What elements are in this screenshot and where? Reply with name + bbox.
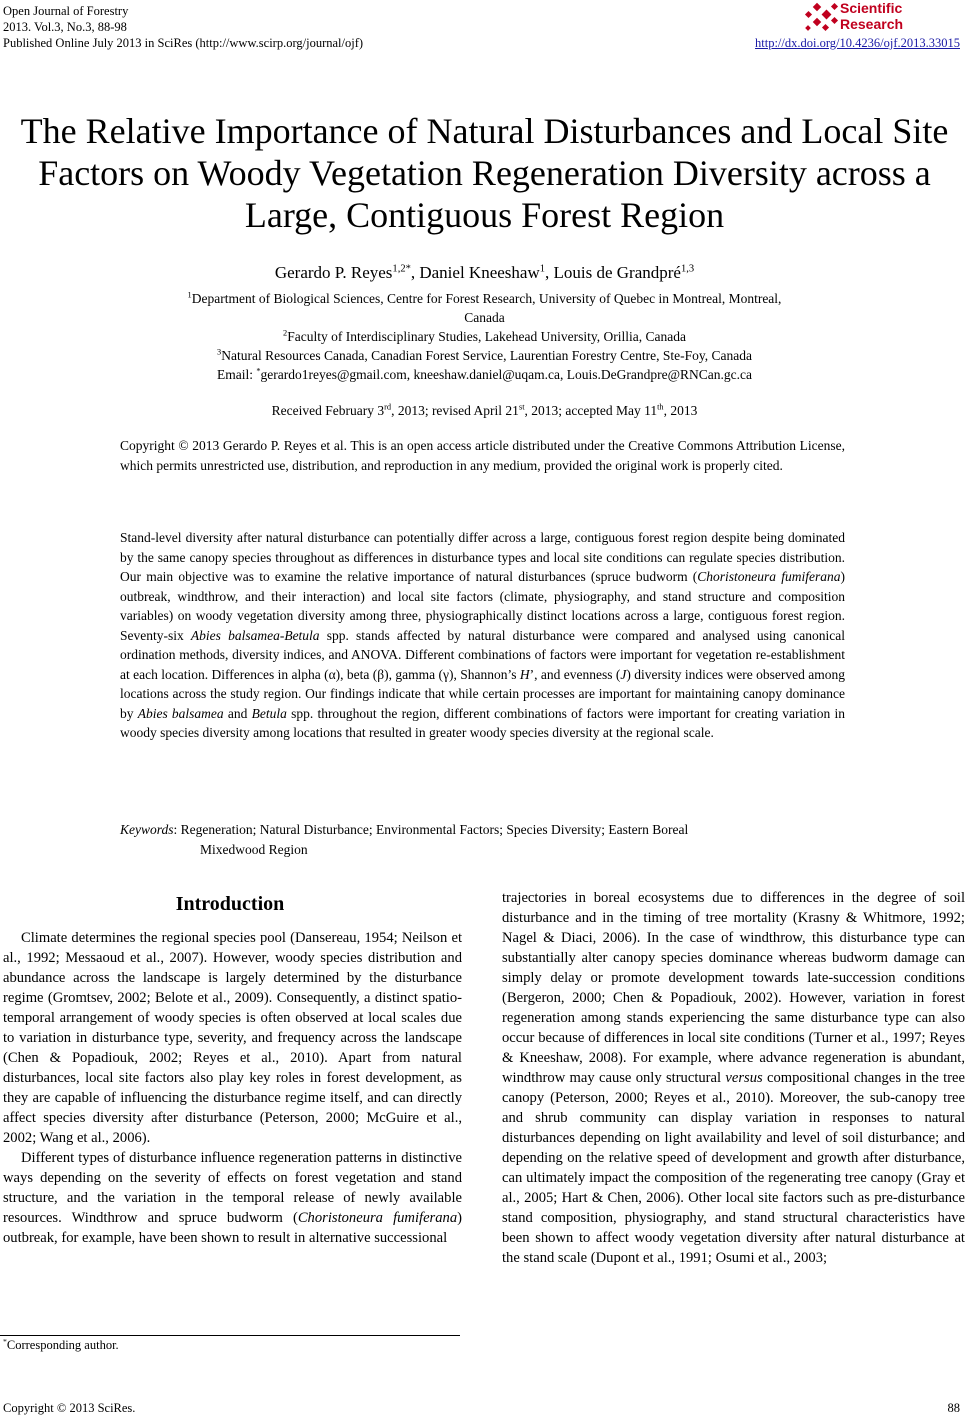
- affiliation-1-cont: Canada: [464, 310, 505, 325]
- affiliation-1: [0, 289, 969, 308]
- footnote-rule: [0, 1335, 460, 1336]
- keywords-label: Keywords: [120, 822, 174, 837]
- affiliation-1-sup: 1: [187, 290, 192, 300]
- email-star: *: [256, 366, 261, 376]
- affiliation-2-sup: 2: [283, 328, 288, 338]
- logo-line-1: Scientific: [840, 0, 903, 16]
- keywords-line-1: Regeneration; Natural Disturbance; Environmental Factors; Species Diversity; Eastern Boreal: [180, 822, 689, 837]
- accepted-sup: th: [657, 402, 664, 412]
- author-2-sup: 1: [539, 263, 545, 275]
- keywords: Keywords: Regeneration; Natural Disturbance; Environmental Factors; Species Diversity; Eastern Boreal Mixedwood Region: [120, 820, 845, 860]
- footnote: *Corresponding author.: [3, 1336, 119, 1352]
- affiliation-3-sup: 3: [217, 347, 222, 357]
- accepted-year: , 2013: [663, 403, 698, 418]
- logo-dots-icon: [800, 0, 840, 34]
- intro-paragraph-2-cont: trajectories in boreal ecosystems due to differences in the degree of soil disturbance and in the timing of tree mortality (Krasny & Whitmore, 1992; Nagel & Diaci, 2006). In the case of windthrow, this disturbance type can substantially alter canopy species dominance whereas budworm damage can simply delay or promote development towards late-succession conditions (Bergeron, 2000; Chen & Popadiouk, 2002). However, variation in forest regeneration among stands experiencing the same disturbance type can also occur because of differences in local site conditions (Turner et al., 1997; Reyes & Kneeshaw, 2008). For example, where advance regeneration is abundant, windthrow may cause only structural versus compositional changes in the tree canopy (Peterson, 2000; Reyes et al., 2010). Moreover, the sub-canopy tree and shrub community can display variation in responses to natural disturbances depending on light availability and level of soil disturbance; and depending on the relative speed of development and growth after disturbance, can ultimately impact the composition of the regenerating tree canopy (Gray et al., 2005; Hart & Chen, 2006). Other local site factors such as pre-disturbance stand composition, physiography, and stand structural characteristics have been shown to affect woody vegetation diversity after natural disturbance at the stand scale (Dupont et al., 1991; Osumi et al., 2003;: [502, 890, 965, 1266]
- left-column: [3, 928, 462, 1248]
- page-number: 88: [947, 1401, 960, 1415]
- author-2: , Daniel Kneeshaw: [410, 263, 540, 282]
- email-line: [0, 365, 969, 384]
- email-label: Email:: [216, 367, 257, 382]
- doi-link[interactable]: http://dx.doi.org/10.4236/ojf.2013.33015: [755, 36, 960, 50]
- logo-line-2: Research: [840, 16, 904, 32]
- author-3-sup: 1,3: [680, 263, 695, 275]
- email-addresses: gerardo1reyes@gmail.com, kneeshaw.daniel@uqam.ca, Louis.DeGrandpre@RNCan.gc.ca: [260, 367, 753, 382]
- author-1-sup: 1,2*: [392, 263, 411, 275]
- author-list: [0, 262, 969, 284]
- received-date: Received February 3: [271, 403, 385, 418]
- affiliation-2-text: Faculty of Interdisciplinary Studies, Lakehead University, Orillia, Canada: [287, 329, 686, 344]
- revised-sup: st: [518, 402, 525, 412]
- intro-paragraph-1: Climate determines the regional species pool (Dansereau, 1954; Neilson et al., 1992; Messaoud et al., 2007). However, woody species distribution and abundance across the landscape is largely determined by the disturbance regime (Gromtsev, 2002; Belote et al., 2009). Consequently, a distinct spatio-temporal arrangement of woody species is often observed at local scales due to variation in disturbance type, severity, and frequency across the landscape (Chen & Popadiouk, 2002; Reyes et al., 2010). Apart from natural disturbances, local site factors also play key roles in forest development, as they are capable of influencing the disturbance regime itself, and can directly affect species diversity after disturbance (Peterson, 2000; McGuire et al., 2002; Wang et al., 2006).: [3, 930, 462, 1146]
- article-dates: [0, 401, 969, 420]
- copyright-notice: Copyright © 2013 Gerardo P. Reyes et al. This is an open access article distributed under the Creative Commons Attribution License, which permits unrestricted use, distribution, and reproduction in any medium, provided the original work is properly cited.: [120, 438, 845, 473]
- affiliation-3-text: Natural Resources Canada, Canadian Forest Service, Laurentian Forestry Centre, Ste-Foy, Canada: [221, 348, 752, 363]
- right-column: [502, 888, 965, 1268]
- author-1: Gerardo P. Reyes: [274, 263, 393, 282]
- received-sup: rd: [384, 402, 392, 412]
- footer-copyright: Copyright © 2013 SciRes.: [3, 1401, 136, 1415]
- intro-paragraph-2: Different types of disturbance influence regeneration patterns in distinctive ways depending on the severity of effects on forest vegetation and stand structure, and the variation in the temporal release of newly available resources. Windthrow and spruce budworm (Choristoneura fumiferana) outbreak, for example, have been shown to result in alternative successional: [3, 1150, 462, 1246]
- abstract: Stand-level diversity after natural disturbance can potentially differ across a large, contiguous forest region despite being dominated by the same canopy species throughout as differences in disturbance types and local site conditions can regulate species distribution. Our main objective was to examine the relative importance of natural disturbances (spruce budworm (Choristoneura fumiferana) outbreak, windthrow, and their interaction) and local site factors (climate, physiography, and stand structure and composition variables) on woody vegetation diversity among three, physiographically distinct locations across a large, contiguous forest region. Seventy-six Abies balsamea-Betula spp. stands affected by natural disturbance were compared and analysed using canonical ordination methods, diversity indices, and ANOVA. Different combinations of factors were important for vegetation re-establishment at each location. Differences in alpha (α), beta (β), gamma (γ), Shannon’s H’, and evenness (J) diversity indices were observed among locations across the study region. Our findings indicate that while certain processes are important for maintaining canopy dominance by Abies balsamea and Betula spp. throughout the region, different combinations of factors were important for creating variation in woody species diversity among locations that resulted in greater woody species diversity at the regional scale.: [120, 530, 846, 740]
- publication-info: Published Online July 2013 in SciRes (http://www.scirp.org/journal/ojf): [3, 36, 364, 50]
- running-header: [3, 3, 363, 51]
- revised-date: , 2013; revised April 21: [391, 403, 519, 418]
- keywords-line-2: Mixedwood Region: [200, 842, 308, 857]
- journal-volume: 2013. Vol.3, No.3, 88-98: [3, 20, 127, 34]
- affiliation-2: [0, 327, 969, 346]
- affiliation-1-text: Department of Biological Sciences, Centre for Forest Research, University of Quebec in Montreal, Montreal,: [191, 291, 782, 306]
- affiliation-3: [0, 346, 969, 365]
- paper-title: The Relative Importance of Natural Disturbances and Local Site Factors on Woody Vegetation Regeneration Diversity across a Large, Contiguous Forest Region: [20, 111, 949, 235]
- section-heading-introduction: Introduction: [175, 893, 285, 915]
- accepted-date: , 2013; accepted May 11: [524, 403, 658, 418]
- publisher-logo: [800, 0, 960, 36]
- journal-name: Open Journal of Forestry: [3, 4, 129, 18]
- author-3: , Louis de Grandpré: [545, 263, 681, 282]
